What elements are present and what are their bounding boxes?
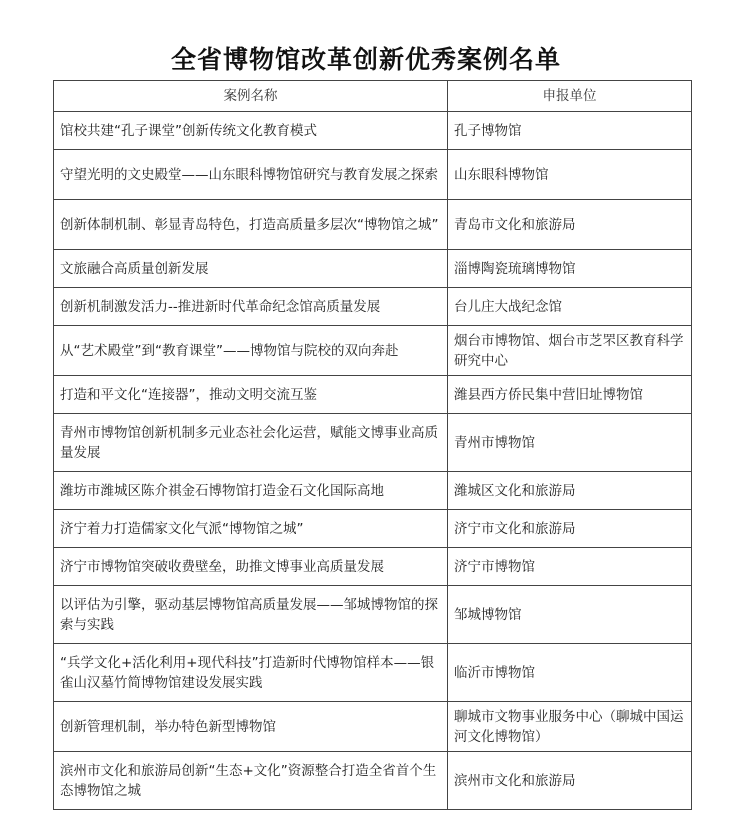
case-name-cell: 青州市博物馆创新机制多元业态社会化运营，赋能文博事业高质量发展 — [54, 414, 448, 472]
unit-cell: 青州市博物馆 — [448, 414, 692, 472]
table-row — [54, 200, 692, 250]
unit-cell: 烟台市博物馆、烟台市芝罘区教育科学研究中心 — [448, 326, 692, 376]
unit-cell: 孔子博物馆 — [448, 112, 692, 150]
table-row — [54, 644, 692, 702]
table-row — [54, 702, 692, 752]
table-row — [54, 548, 692, 586]
unit-cell: 潍县西方侨民集中营旧址博物馆 — [448, 376, 692, 414]
table-row — [54, 510, 692, 548]
unit-cell: 邹城博物馆 — [448, 586, 692, 644]
unit-cell: 淄博陶瓷琉璃博物馆 — [448, 250, 692, 288]
table-row — [54, 586, 692, 644]
unit-cell: 山东眼科博物馆 — [448, 150, 692, 200]
table-row — [54, 376, 692, 414]
unit-cell: 临沂市博物馆 — [448, 644, 692, 702]
unit-cell: 滨州市文化和旅游局 — [448, 752, 692, 810]
page-title: 全省博物馆改革创新优秀案例名单 — [170, 45, 561, 74]
case-name-cell: 创新体制机制、彰显青岛特色，打造高质量多层次“博物馆之城” — [54, 200, 448, 250]
case-name-cell: 创新管理机制，举办特色新型博物馆 — [54, 702, 448, 752]
case-name-cell: 以评估为引擎，驱动基层博物馆高质量发展——邹城博物馆的探索与实践 — [54, 586, 448, 644]
case-list-table — [53, 80, 692, 810]
case-name-cell: 文旅融合高质量创新发展 — [54, 250, 448, 288]
unit-cell: 台儿庄大战纪念馆 — [448, 288, 692, 326]
unit-cell: 济宁市文化和旅游局 — [448, 510, 692, 548]
table-row — [54, 288, 692, 326]
case-name-cell: “兵学文化+活化利用+现代科技”打造新时代博物馆样本——银雀山汉墓竹简博物馆建设发展实践 — [54, 644, 448, 702]
case-name-cell: 济宁市博物馆突破收费壁垒，助推文博事业高质量发展 — [54, 548, 448, 586]
unit-cell: 青岛市文化和旅游局 — [448, 200, 692, 250]
case-name-cell: 济宁着力打造儒家文化气派“博物馆之城” — [54, 510, 448, 548]
table-row — [54, 112, 692, 150]
case-name-cell: 打造和平文化“连接器”，推动文明交流互鉴 — [54, 376, 448, 414]
case-name-cell: 守望光明的文史殿堂——山东眼科博物馆研究与教育发展之探索 — [54, 150, 448, 200]
table-header-row — [54, 81, 692, 112]
case-name-cell: 创新机制激发活力--推进新时代革命纪念馆高质量发展 — [54, 288, 448, 326]
table-row — [54, 752, 692, 810]
column-header-case-name: 案例名称 — [54, 81, 448, 112]
table-row — [54, 150, 692, 200]
table-row — [54, 414, 692, 472]
table-row — [54, 250, 692, 288]
case-name-cell: 从“艺术殿堂”到“教育课堂”——博物馆与院校的双向奔赴 — [54, 326, 448, 376]
case-name-cell: 馆校共建“孔子课堂”创新传统文化教育模式 — [54, 112, 448, 150]
unit-cell: 潍城区文化和旅游局 — [448, 472, 692, 510]
table-row — [54, 472, 692, 510]
unit-cell: 济宁市博物馆 — [448, 548, 692, 586]
case-name-cell: 滨州市文化和旅游局创新“生态+文化”资源整合打造全省首个生态博物馆之城 — [54, 752, 448, 810]
case-name-cell: 潍坊市潍城区陈介祺金石博物馆打造金石文化国际高地 — [54, 472, 448, 510]
table-row — [54, 326, 692, 376]
unit-cell: 聊城市文物事业服务中心（聊城中国运河文化博物馆） — [448, 702, 692, 752]
column-header-unit: 申报单位 — [448, 81, 692, 112]
